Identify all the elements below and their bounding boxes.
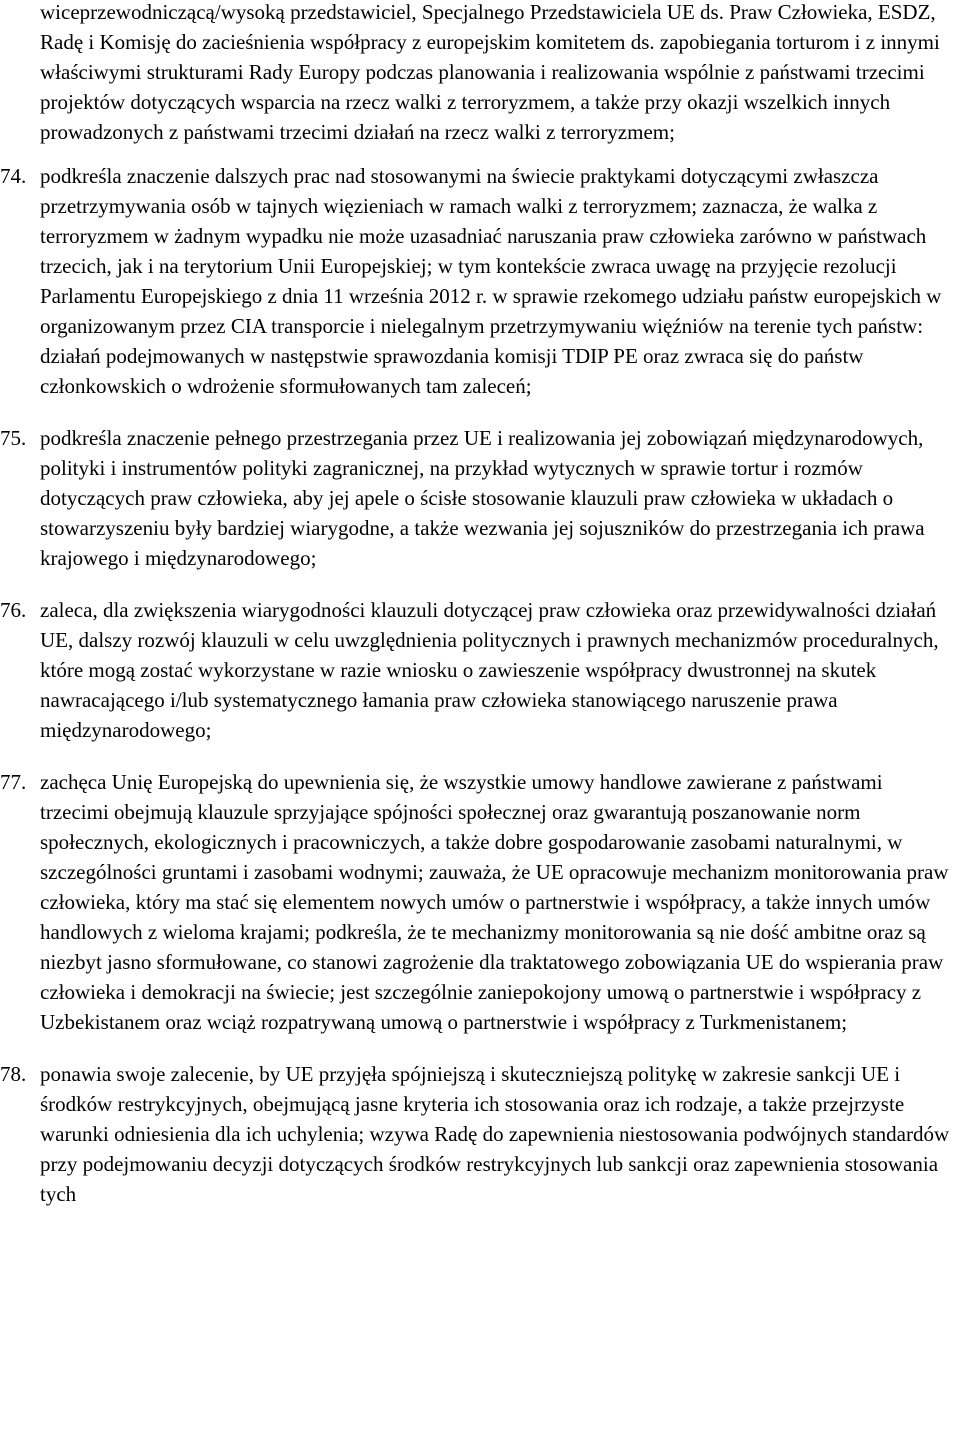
list-item	[0, 161, 960, 401]
list-item	[0, 1059, 960, 1209]
continuation-paragraph: wiceprzewodniczącą/wysoką przedstawiciel, Specjalnego Przedstawiciela UE ds. Praw Człowieka, ESDZ, Radę i Komisję do zacieśnienia współpracy z europejskim komitetem ds. zapobiegania torturom i z innymi właściwymi strukturami Rady Europy podczas planowania i realizowania wspólnie z państwami trzecimi projektów dotyczących wsparcia na rzecz walki z terroryzmem, a także przy okazji wszelkich innych prowadzonych z państwami trzecimi działań na rzecz walki z terroryzmem;	[40, 0, 940, 144]
list-item	[0, 423, 960, 573]
item-number: 74.	[0, 164, 27, 188]
item-text: zaleca, dla zwiększenia wiarygodności klauzuli dotyczącej praw człowieka oraz przewidywalności działań UE, dalszy rozwój klauzuli w celu uwzględnienia politycznych i prawnych mechanizmów proceduralnych, które mogą zostać wykorzystane w razie wniosku o zawieszenie współpracy dwustronnej na skutek nawracającego i/lub systematycznego łamania praw człowieka stanowiącego naruszenie prawa międzynarodowego;	[40, 598, 939, 742]
item-number: 77.	[0, 770, 27, 794]
item-text: podkreśla znaczenie pełnego przestrzegania przez UE i realizowania jej zobowiązań międzynarodowych, polityki i instrumentów polityki zagranicznej, na przykład wytycznych w sprawie tortur i rozmów dotyczących praw człowieka, aby jej apele o ścisłe stosowanie klauzuli praw człowieka w układach o stowarzyszeniu były bardziej wiarygodne, a także wezwania jej sojuszników do przestrzegania ich prawa krajowego i międzynarodowego;	[40, 426, 925, 570]
item-number: 75.	[0, 426, 27, 450]
list-item	[0, 767, 960, 1037]
item-number: 76.	[0, 598, 27, 622]
item-number: 78.	[0, 1062, 27, 1086]
item-text: zachęca Unię Europejską do upewnienia się, że wszystkie umowy handlowe zawierane z państwami trzecimi obejmują klauzule sprzyjające spójności społecznej oraz gwarantują poszanowanie norm społecznych, ekologicznych i pracowniczych, a także dobre gospodarowanie zasobami naturalnymi, w szczególności gruntami i zasobami wodnymi; zauważa, że UE opracowuje mechanizm monitorowania praw człowieka, który ma stać się elementem nowych umów o partnerstwie i współpracy, a także innych umów handlowych z wieloma krajami; podkreśla, że te mechanizmy monitorowania są nie dość ambitne oraz są niezbyt jasno sformułowane, co stanowi zagrożenie dla traktatowego zobowiązania UE do wspierania praw człowieka i demokracji na świecie; jest szczególnie zaniepokojony umową o partnerstwie i współpracy z Uzbekistanem oraz wciąż rozpatrywaną umową o partnerstwie i współpracy z Turkmenistanem;	[40, 770, 949, 1034]
item-text: ponawia swoje zalecenie, by UE przyjęła spójniejszą i skuteczniejszą politykę w zakresie sankcji UE i środków restrykcyjnych, obejmującą jasne kryteria ich stosowania oraz ich rodzaje, a także przejrzyste warunki odniesienia dla ich uchylenia; wzywa Radę do zapewnienia niestosowania podwójnych standardów przy podejmowaniu decyzji dotyczących środków restrykcyjnych lub sankcji oraz zapewnienia stosowania tych	[40, 1062, 950, 1206]
list-item	[0, 595, 960, 745]
item-text: podkreśla znaczenie dalszych prac nad stosowanymi na świecie praktykami dotyczącymi zwłaszcza przetrzymywania osób w tajnych więzieniach w ramach walki z terroryzmem; zaznacza, że walka z terroryzmem w żadnym wypadku nie może uzasadniać naruszania praw człowieka zarówno w państwach trzecich, jak i na terytorium Unii Europejskiej; w tym kontekście zwraca uwagę na przyjęcie rezolucji Parlamentu Europejskiego z dnia 11 września 2012 r. w sprawie rzekomego udziału państw europejskich w organizowanym przez CIA transporcie i nielegalnym przetrzymywaniu więźniów na terenie tych państw: działań podejmowanych w następstwie sprawozdania komisji TDIP PE oraz zwraca się do państw członkowskich o wdrożenie sformułowanych tam zaleceń;	[40, 164, 942, 398]
